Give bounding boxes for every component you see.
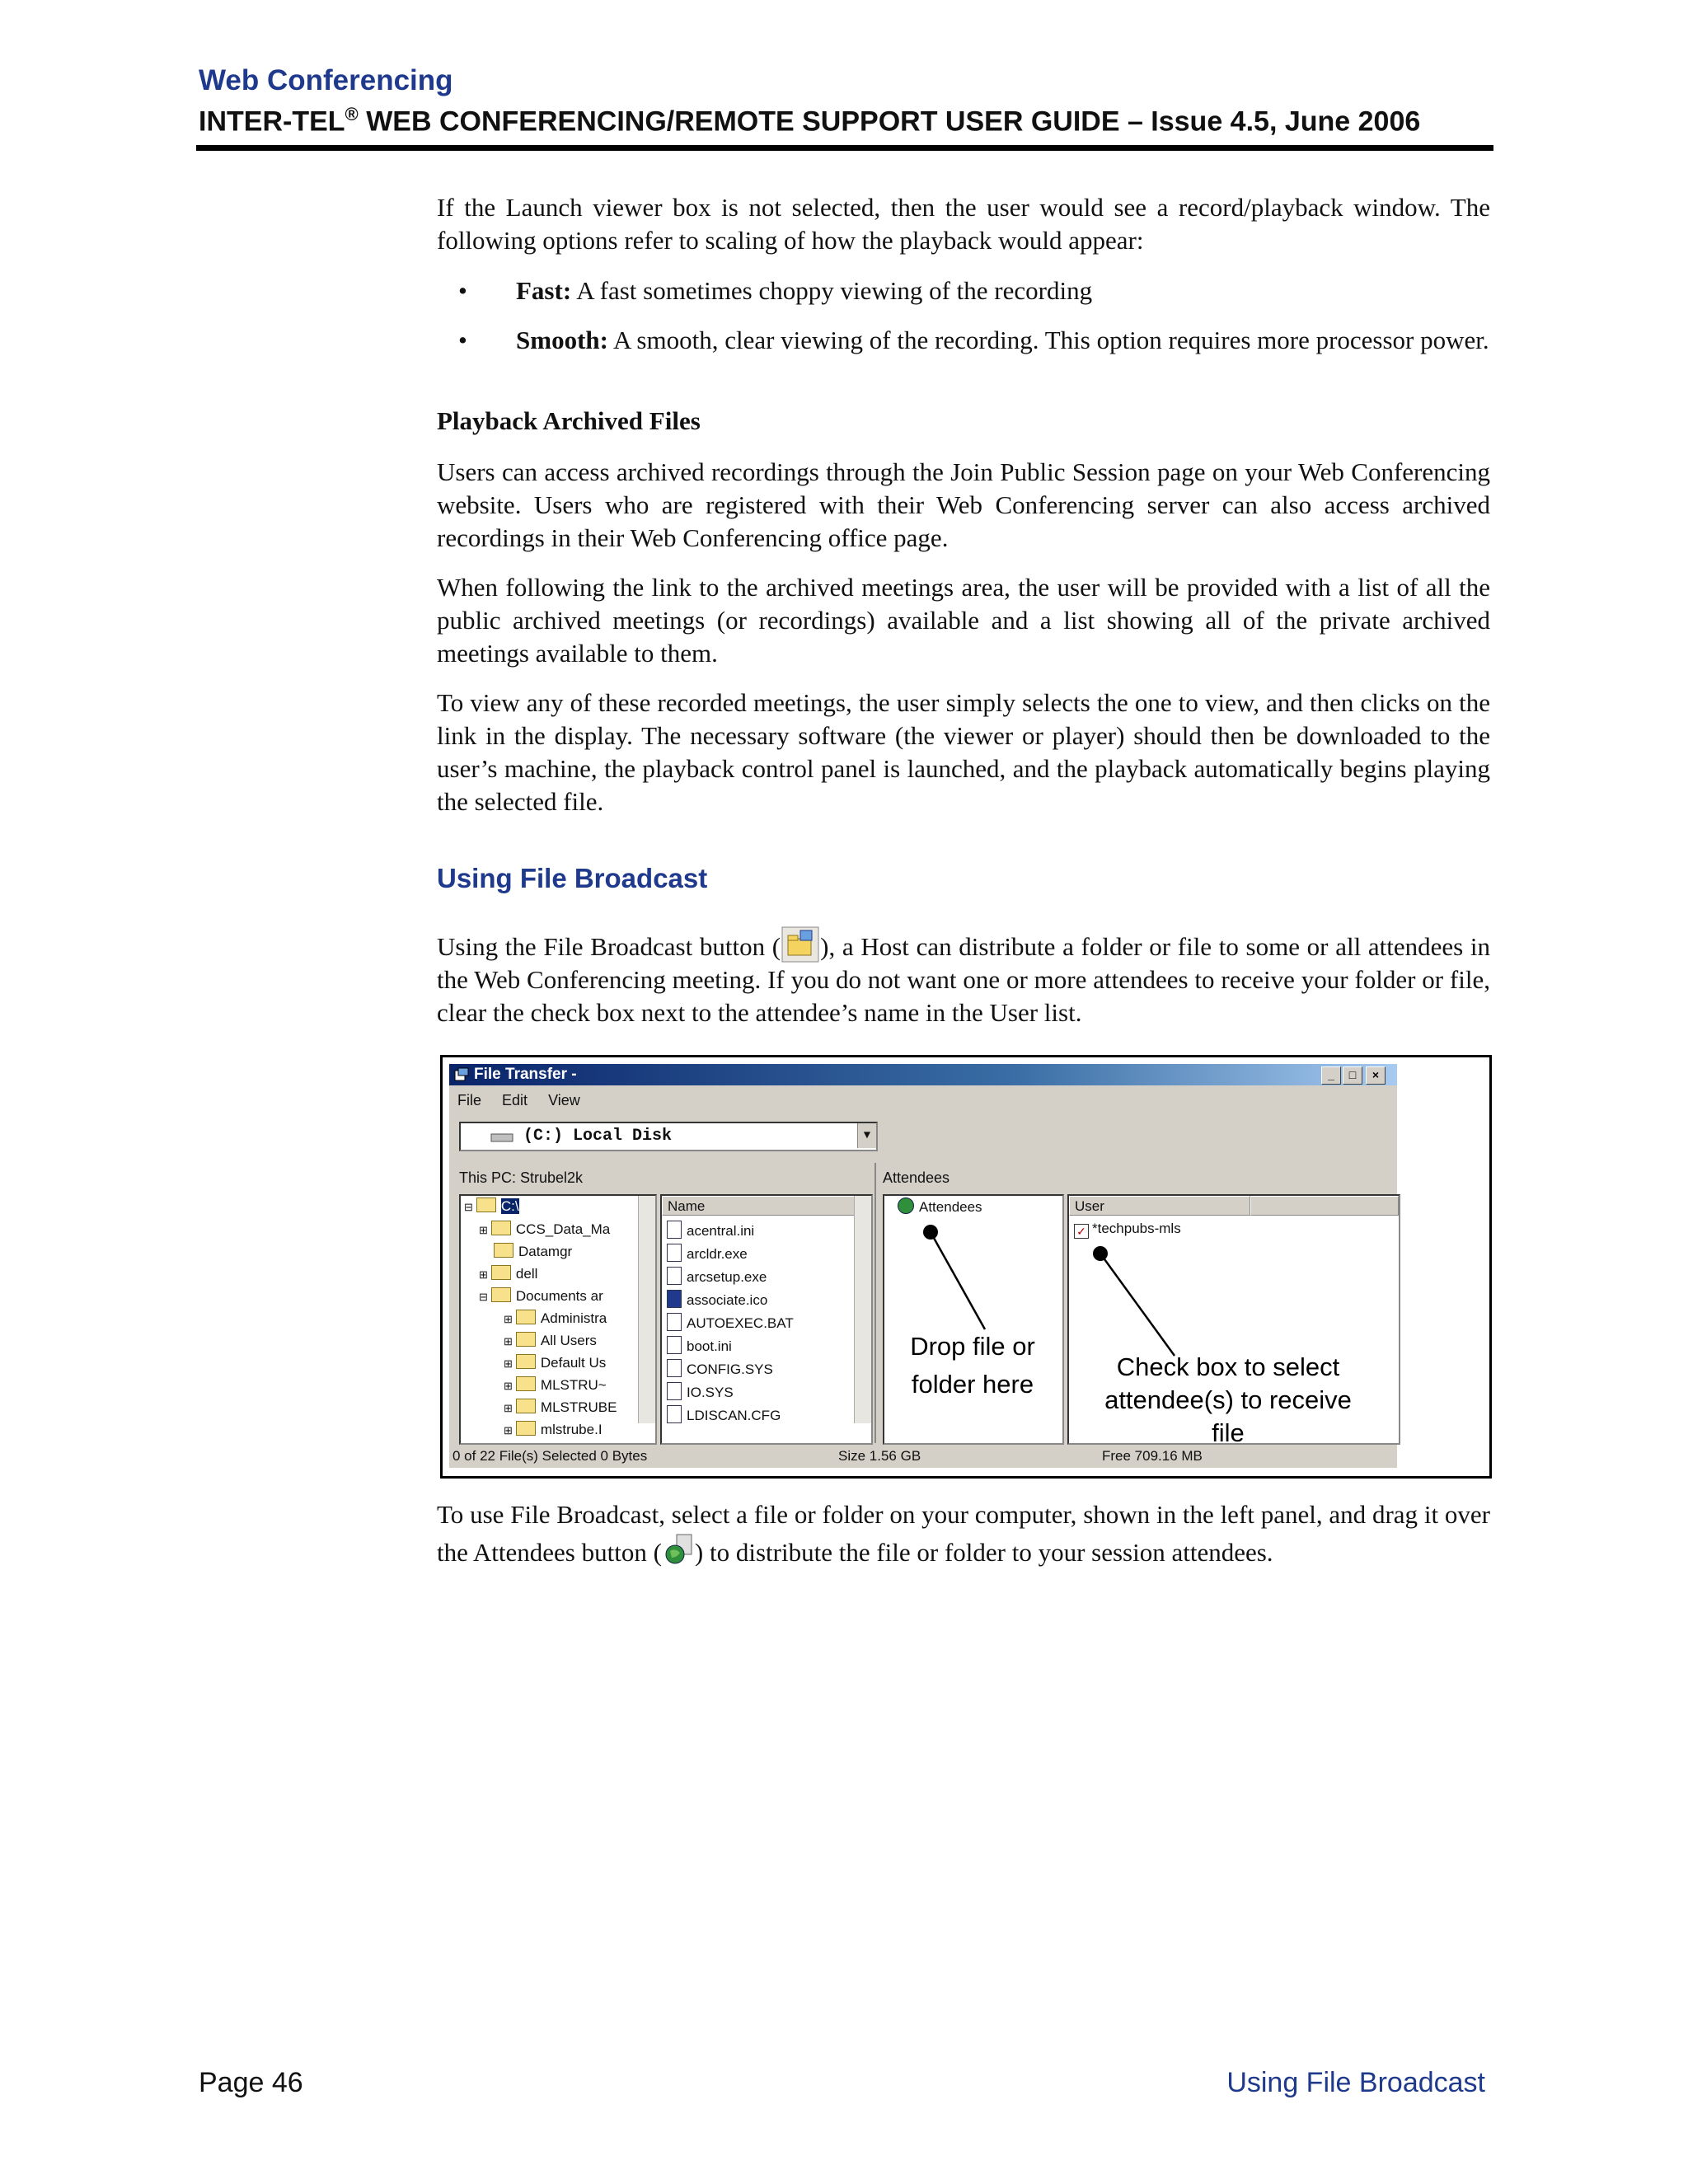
tree-item[interactable]: ⊞ Default Us	[504, 1355, 607, 1371]
bullet-dot: •	[458, 276, 467, 305]
user-column-header[interactable]: User	[1069, 1196, 1250, 1216]
file-row[interactable]: AUTOEXEC.BAT	[667, 1313, 794, 1332]
running-section-title: Web Conferencing	[199, 64, 453, 96]
window-title: File Transfer -	[474, 1066, 577, 1083]
menu-file[interactable]: File	[457, 1092, 482, 1108]
attendees-button-icon	[662, 1531, 695, 1569]
file-transfer-screenshot	[440, 1055, 1492, 1479]
broadcast-heading: Using File Broadcast	[437, 863, 708, 893]
title-rest: WEB CONFERENCING/REMOTE SUPPORT USER GUIDE – Issue 4.5, June 2006	[358, 105, 1421, 138]
playback-paragraph-3: To view any of these recorded meetings, the user simply selects the one to view, and then clicks on the link in the display. The necessary software (the viewer or player) should then be downloaded to the user’s machine, the playback control panel is launched, and the playback automatically begins playing the selected file.	[437, 688, 1490, 816]
maximize-button[interactable]: □	[1343, 1066, 1362, 1085]
tree-item[interactable]: ⊞ MLSTRU~	[504, 1377, 607, 1393]
bullet-term: Smooth:	[516, 326, 608, 354]
playback-paragraph-1: Users can access archived recordings through the Join Public Session page on your Web Conferencing website. Users who are registered with their Web Conferencing server can also access archived recordings in their Web Conferencing office page.	[437, 457, 1490, 552]
close-button[interactable]: ×	[1366, 1066, 1386, 1085]
checkbox-icon[interactable]: ✓	[1074, 1224, 1089, 1239]
file-row[interactable]: acentral.ini	[667, 1221, 754, 1240]
drive-value: (C:) Local Disk	[523, 1127, 673, 1146]
broadcast-paragraph-2: To use File Broadcast, select a file or folder on your computer, shown in the left panel, and drag it over the Attendees button ( ) to distribute the file or folder to your session attendees.	[437, 1498, 1490, 1569]
attendees-node[interactable]: Attendees	[898, 1197, 982, 1216]
tree-item[interactable]: ⊞ mlstrube.I	[504, 1422, 603, 1437]
title-brand: INTER-TEL	[199, 105, 345, 138]
this-pc-label: This PC: Strubel2k	[459, 1169, 584, 1186]
file-row[interactable]: boot.ini	[667, 1336, 732, 1355]
attendees-section-label: Attendees	[883, 1169, 950, 1186]
document-title	[199, 104, 1420, 138]
file-row[interactable]: arcsetup.exe	[667, 1267, 767, 1286]
footer-section-title: Using File Broadcast	[1226, 2067, 1485, 2098]
status-bar	[449, 1445, 1397, 1466]
callout-line-check	[1100, 1254, 1175, 1356]
callout-drop-text: Drop file or folder here	[910, 1332, 1035, 1399]
callout-line-drop	[931, 1232, 985, 1329]
tree-item[interactable]: ⊟ Documents ar	[479, 1288, 603, 1304]
file-row[interactable]: associate.ico	[667, 1290, 767, 1309]
status-size: Size 1.56 GB	[838, 1448, 921, 1464]
registered-mark: ®	[345, 104, 359, 124]
header-rule	[196, 145, 1493, 151]
file-transfer-window	[449, 1064, 1397, 1468]
menu-edit[interactable]: Edit	[502, 1092, 528, 1108]
page-number: Page 46	[199, 2067, 303, 2098]
tree-item[interactable]: ⊞ CCS_Data_Ma	[479, 1221, 611, 1237]
menu-view[interactable]: View	[548, 1092, 580, 1108]
file-row[interactable]: LDISCAN.CFG	[667, 1405, 781, 1424]
user-row[interactable]: ✓ *techpubs-mls	[1074, 1221, 1181, 1239]
file-row[interactable]: CONFIG.SYS	[667, 1359, 773, 1378]
tree-item[interactable]: ⊞ Administra	[504, 1310, 607, 1326]
tree-item-root[interactable]: ⊟ C:\	[464, 1198, 519, 1214]
bullet-text: A fast sometimes choppy viewing of the recording	[571, 276, 1093, 305]
tree-item[interactable]: ⊞ dell	[479, 1266, 538, 1282]
callout-check-text: Check box to select attendee(s) to receive file	[1104, 1352, 1352, 1447]
bullet-text: A smooth, clear viewing of the recording. This option requires more processor power.	[607, 326, 1489, 354]
status-selected: 0 of 22 File(s) Selected 0 Bytes	[452, 1448, 648, 1464]
broadcast-paragraph-1: Using the File Broadcast button ( ), a Host can distribute a folder or file to some or all attendees in the Web Conferencing meeting. If you do not want one or more attendees to receive your folder or file, clear the check box next to the attendee’s name in the User list.	[437, 926, 1490, 1029]
bullet-dot: •	[458, 326, 467, 354]
bullet-term: Fast:	[516, 276, 572, 305]
playback-heading: Playback Archived Files	[437, 406, 701, 435]
name-column-header[interactable]: Name	[662, 1196, 855, 1216]
playback-paragraph-2: When following the link to the archived meetings area, the user will be provided with a list of all the public archived meetings (or recordings) available and a list showing all of the private archived meetings available to them.	[437, 573, 1490, 668]
status-free: Free 709.16 MB	[1102, 1448, 1203, 1464]
intro-paragraph: If the Launch viewer box is not selected, then the user would see a record/playback window. The following options refer to scaling of how the playback would appear:	[437, 193, 1490, 255]
file-row[interactable]: arcldr.exe	[667, 1244, 748, 1263]
chevron-down-icon[interactable]: ▼	[857, 1123, 876, 1148]
tree-item[interactable]: ⊞ MLSTRUBE	[504, 1399, 617, 1415]
file-broadcast-button-icon	[781, 926, 820, 963]
minimize-button[interactable]: _	[1321, 1066, 1341, 1085]
tree-item[interactable]: Datamgr	[494, 1243, 572, 1260]
file-row[interactable]: IO.SYS	[667, 1382, 734, 1401]
tree-item[interactable]: ⊞ All Users	[504, 1333, 597, 1348]
